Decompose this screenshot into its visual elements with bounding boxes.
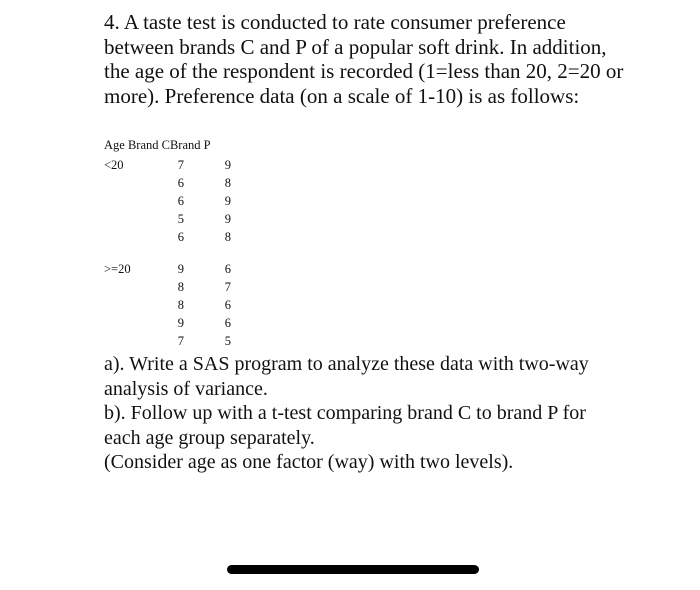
table-header: Age Brand CBrand P — [104, 138, 211, 152]
question-b: b). Follow up with a t-test comparing brand C to brand P for each age group separately. — [104, 402, 586, 449]
brand-p-value: 8 — [224, 176, 231, 190]
brand-p-value: 6 — [224, 298, 231, 312]
brand-p-value: 7 — [224, 280, 231, 294]
brand-c-value: 6 — [177, 230, 184, 244]
brand-p-value: 6 — [224, 316, 231, 330]
problem-intro: 4. A taste test is conducted to rate consumer preference between brands C and P of a popular soft drink. In addition, the age of the respondent is recorded (1=less than 20, 2=20 or more). Preference data (on a scale of 1-10) is as follows: — [104, 10, 624, 108]
brand-p-value: 5 — [224, 334, 231, 348]
brand-c-value: 6 — [177, 194, 184, 208]
brand-c-value: 8 — [177, 280, 184, 294]
brand-p-value: 9 — [224, 194, 231, 208]
brand-c-value: 9 — [177, 316, 184, 330]
question-a: a). Write a SAS program to analyze these data with two-way analysis of variance. — [104, 353, 589, 400]
question-note: (Consider age as one factor (way) with two levels). — [104, 451, 514, 473]
brand-c-value: 6 — [177, 176, 184, 190]
brand-c-value: 7 — [177, 158, 184, 172]
brand-c-value: 7 — [177, 334, 184, 348]
brand-c-value: 9 — [177, 262, 184, 276]
age-group-label: >=20 — [104, 262, 131, 276]
brand-c-value: 5 — [177, 212, 184, 226]
brand-c-value: 8 — [177, 298, 184, 312]
brand-p-value: 6 — [224, 262, 231, 276]
age-group-label: <20 — [104, 158, 124, 172]
home-indicator[interactable] — [227, 565, 479, 574]
brand-p-value: 8 — [224, 230, 231, 244]
brand-p-value: 9 — [224, 158, 231, 172]
brand-p-value: 9 — [224, 212, 231, 226]
questions-block — [104, 352, 624, 475]
